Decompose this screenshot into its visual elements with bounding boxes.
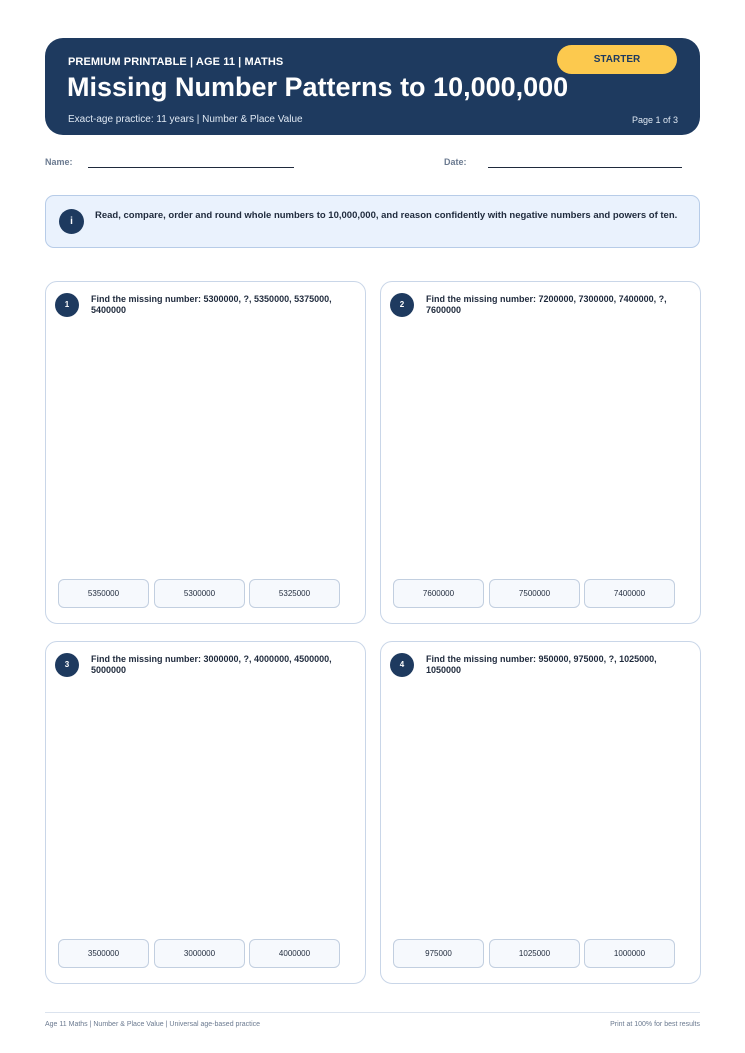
question-card-1 <box>45 281 366 624</box>
question-number: 2 <box>390 293 414 317</box>
footer-left: Age 11 Maths | Number & Place Value | Universal age-based practice <box>45 1021 261 1028</box>
question-card-3 <box>45 641 366 984</box>
name-field[interactable] <box>88 167 294 168</box>
answer-option[interactable]: 5300000 <box>154 579 245 608</box>
question-number: 4 <box>390 653 414 677</box>
question-text: Find the missing number: 5300000, ?, 5350000, 5375000, 5400000 <box>91 294 332 315</box>
answer-option[interactable]: 5350000 <box>58 579 149 608</box>
name-label: Name: <box>45 157 73 167</box>
question-number: 1 <box>55 293 79 317</box>
answer-option[interactable]: 7500000 <box>489 579 580 608</box>
answer-option[interactable]: 5325000 <box>249 579 340 608</box>
footer-right: Print at 100% for best results <box>610 1021 700 1028</box>
answer-option[interactable]: 1000000 <box>584 939 675 968</box>
answer-option[interactable]: 975000 <box>393 939 484 968</box>
header-eyebrow: PREMIUM PRINTABLE | AGE 11 | MATHS <box>68 56 284 68</box>
footer-divider <box>45 1012 700 1013</box>
answer-option[interactable]: 4000000 <box>249 939 340 968</box>
question-number: 3 <box>55 653 79 677</box>
date-label: Date: <box>444 157 467 167</box>
question-card-2 <box>380 281 701 624</box>
answer-option[interactable]: 7400000 <box>584 579 675 608</box>
answer-option[interactable]: 7600000 <box>393 579 484 608</box>
question-text: Find the missing number: 7200000, 7300000, 7400000, ?, 7600000 <box>426 294 667 315</box>
date-field[interactable] <box>488 167 682 168</box>
answer-option[interactable]: 3000000 <box>154 939 245 968</box>
page-number: Page 1 of 3 <box>631 115 678 125</box>
header-subtitle: Exact-age practice: 11 years | Number & Place Value <box>68 114 303 125</box>
difficulty-badge: STARTER <box>557 45 677 74</box>
info-icon: i <box>59 209 84 234</box>
worksheet-header <box>45 38 700 135</box>
answer-option[interactable]: 3500000 <box>58 939 149 968</box>
question-text: Find the missing number: 950000, 975000, ?, 1025000, 1050000 <box>426 654 657 675</box>
page-title: Missing Number Patterns to 10,000,000 <box>67 72 569 102</box>
objective-text: Read, compare, order and round whole numbers to 10,000,000, and reason confidently with negative numbers and powers of ten. <box>95 210 678 221</box>
question-card-4 <box>380 641 701 984</box>
answer-option[interactable]: 1025000 <box>489 939 580 968</box>
objective-box <box>45 195 700 248</box>
question-text: Find the missing number: 3000000, ?, 4000000, 4500000, 5000000 <box>91 654 332 675</box>
